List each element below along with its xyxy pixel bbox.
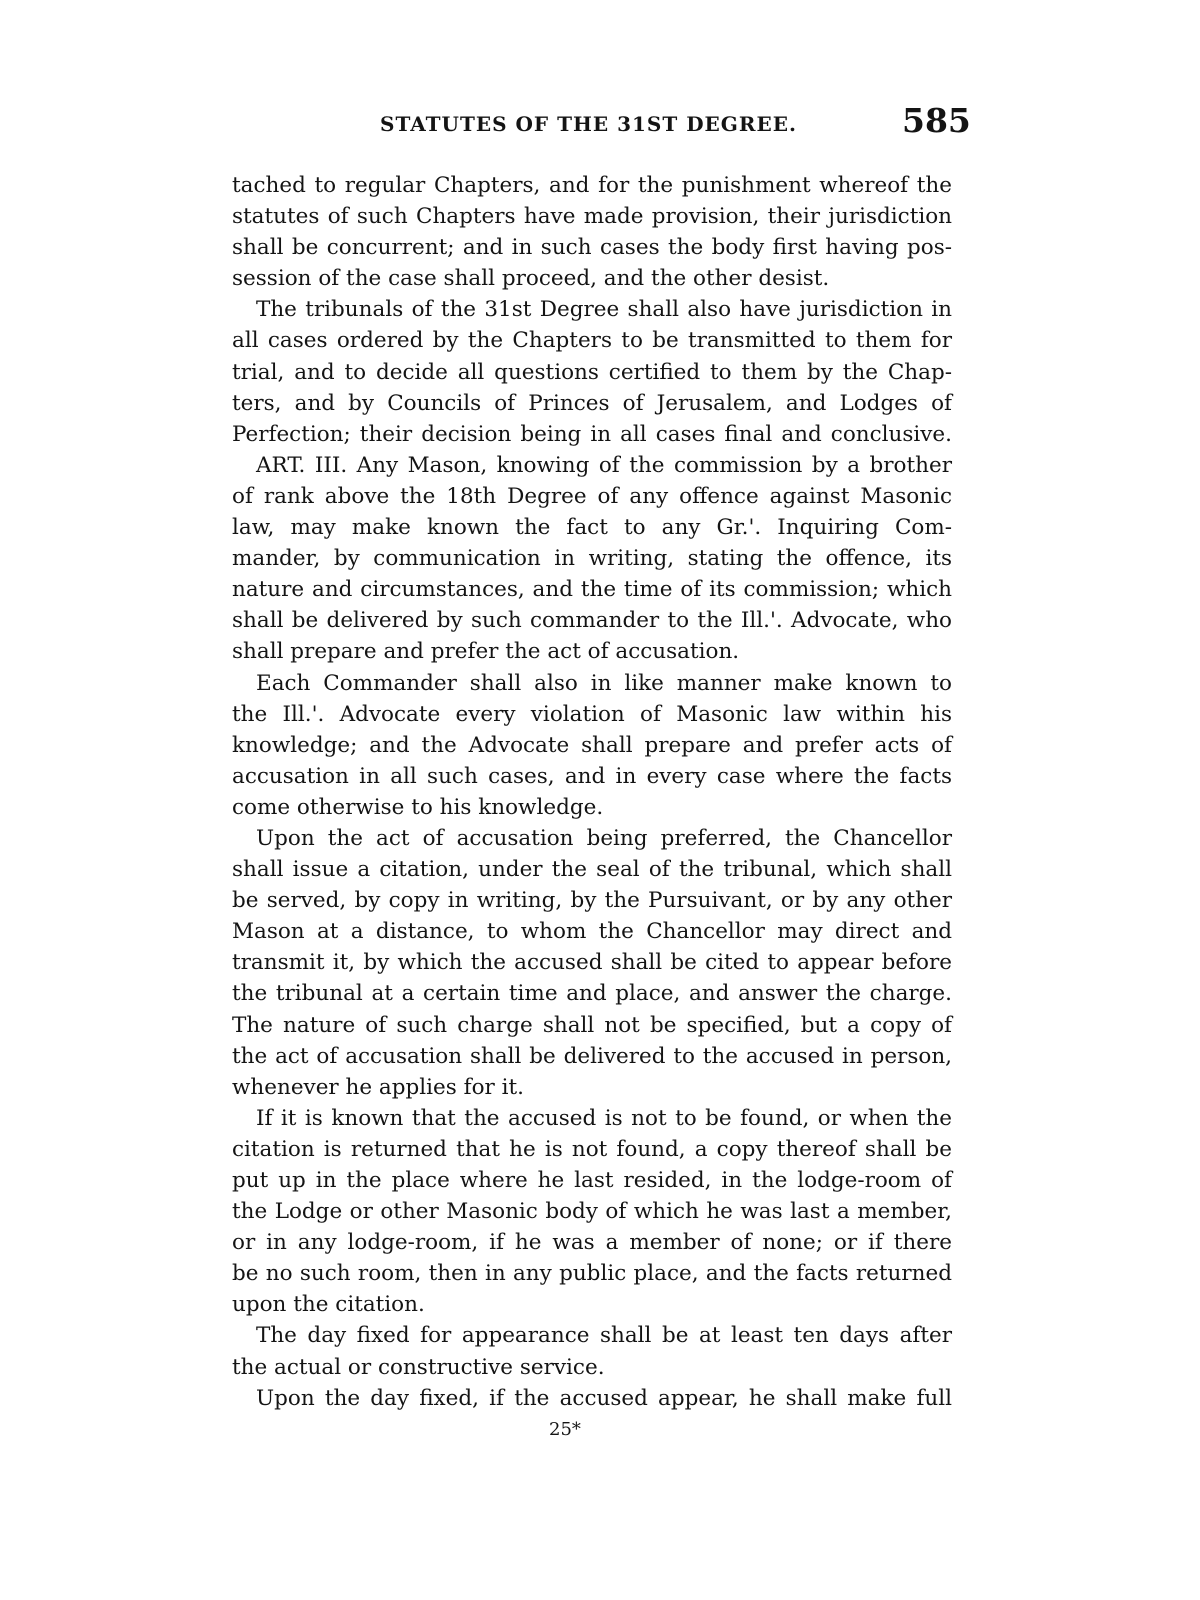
text-line: If it is known that the accused is not to be found, or when the xyxy=(256,1105,952,1131)
text-line: ART. III. Any Mason, knowing of the commission by a brother xyxy=(256,452,952,478)
text-line: tached to regular Chapters, and for the punishment whereof the xyxy=(232,173,952,198)
text-line: or in any lodge-room, if he was a member of none; or if there xyxy=(232,1230,952,1256)
text-line: trial, and to decide all questions certified to them by the Chap- xyxy=(232,359,952,385)
running-head: STATUTES OF THE 31ST DEGREE. xyxy=(380,112,797,136)
text-line: Perfection; their decision being in all cases final and conclusive. xyxy=(232,421,952,447)
text-line: be no such room, then in any public place, and the facts returned xyxy=(232,1261,952,1287)
signature-mark: 25* xyxy=(549,1419,581,1440)
text-line: shall be concurrent; and in such cases the body first having pos- xyxy=(232,235,952,261)
text-line: nature and circumstances, and the time of its commission; which xyxy=(232,577,952,603)
text-line: citation is returned that he is not found, a copy thereof shall be xyxy=(232,1136,952,1162)
text-line: upon the citation. xyxy=(232,1292,425,1318)
text-line: the Ill.'. Advocate every violation of Masonic law within his xyxy=(232,701,952,727)
text-line: put up in the place where he last resided, in the lodge-room of xyxy=(232,1168,952,1193)
text-line: all cases ordered by the Chapters to be transmitted to them for xyxy=(232,328,952,354)
text-line: Each Commander shall also in like manner make known to xyxy=(256,670,952,696)
text-line: session of the case shall proceed, and the other desist. xyxy=(232,266,830,292)
text-line: shall issue a citation, under the seal of the tribunal, which shall xyxy=(232,857,952,883)
page-number: 585 xyxy=(902,101,971,140)
text-line: The tribunals of the 31st Degree shall also have jurisdiction in xyxy=(256,297,952,323)
text-line: The day fixed for appearance shall be at least ten days after xyxy=(256,1323,952,1349)
text-line: shall prepare and prefer the act of accusation. xyxy=(232,639,740,665)
text-line: the Lodge or other Masonic body of which he was last a member, xyxy=(232,1199,952,1225)
text-line: mander, by communication in writing, stating the offence, its xyxy=(232,546,952,572)
text-line: ters, and by Councils of Princes of Jerusalem, and Lodges of xyxy=(232,390,952,416)
text-line: statutes of such Chapters have made provision, their jurisdiction xyxy=(232,204,952,230)
text-line: shall be delivered by such commander to the Ill.'. Advocate, who xyxy=(232,608,952,634)
text-line: transmit it, by which the accused shall be cited to appear before xyxy=(232,950,952,976)
text-line: knowledge; and the Advocate shall prepare and prefer acts of xyxy=(232,732,952,758)
text-line: Upon the day fixed, if the accused appear, he shall make full xyxy=(256,1385,952,1411)
text-line: come otherwise to his knowledge. xyxy=(232,794,604,820)
text-line: the actual or constructive service. xyxy=(232,1354,605,1380)
text-line: of rank above the 18th Degree of any offence against Masonic xyxy=(232,483,952,509)
text-line: the tribunal at a certain time and place, and answer the charge. xyxy=(232,981,952,1007)
text-line: be served, by copy in writing, by the Pursuivant, or by any other xyxy=(232,888,952,914)
text-line: whenever he applies for it. xyxy=(232,1074,524,1100)
text-line: the act of accusation shall be delivered to the accused in person, xyxy=(232,1043,952,1069)
text-line: Mason at a distance, to whom the Chancellor may direct and xyxy=(232,919,952,945)
text-line: accusation in all such cases, and in every case where the facts xyxy=(232,763,952,789)
text-line: The nature of such charge shall not be specified, but a copy of xyxy=(232,1012,952,1038)
text-line: Upon the act of accusation being preferred, the Chancellor xyxy=(256,825,952,851)
body-text xyxy=(232,170,952,1414)
text-line: law, may make known the fact to any Gr.'. Inquiring Com- xyxy=(232,515,952,541)
